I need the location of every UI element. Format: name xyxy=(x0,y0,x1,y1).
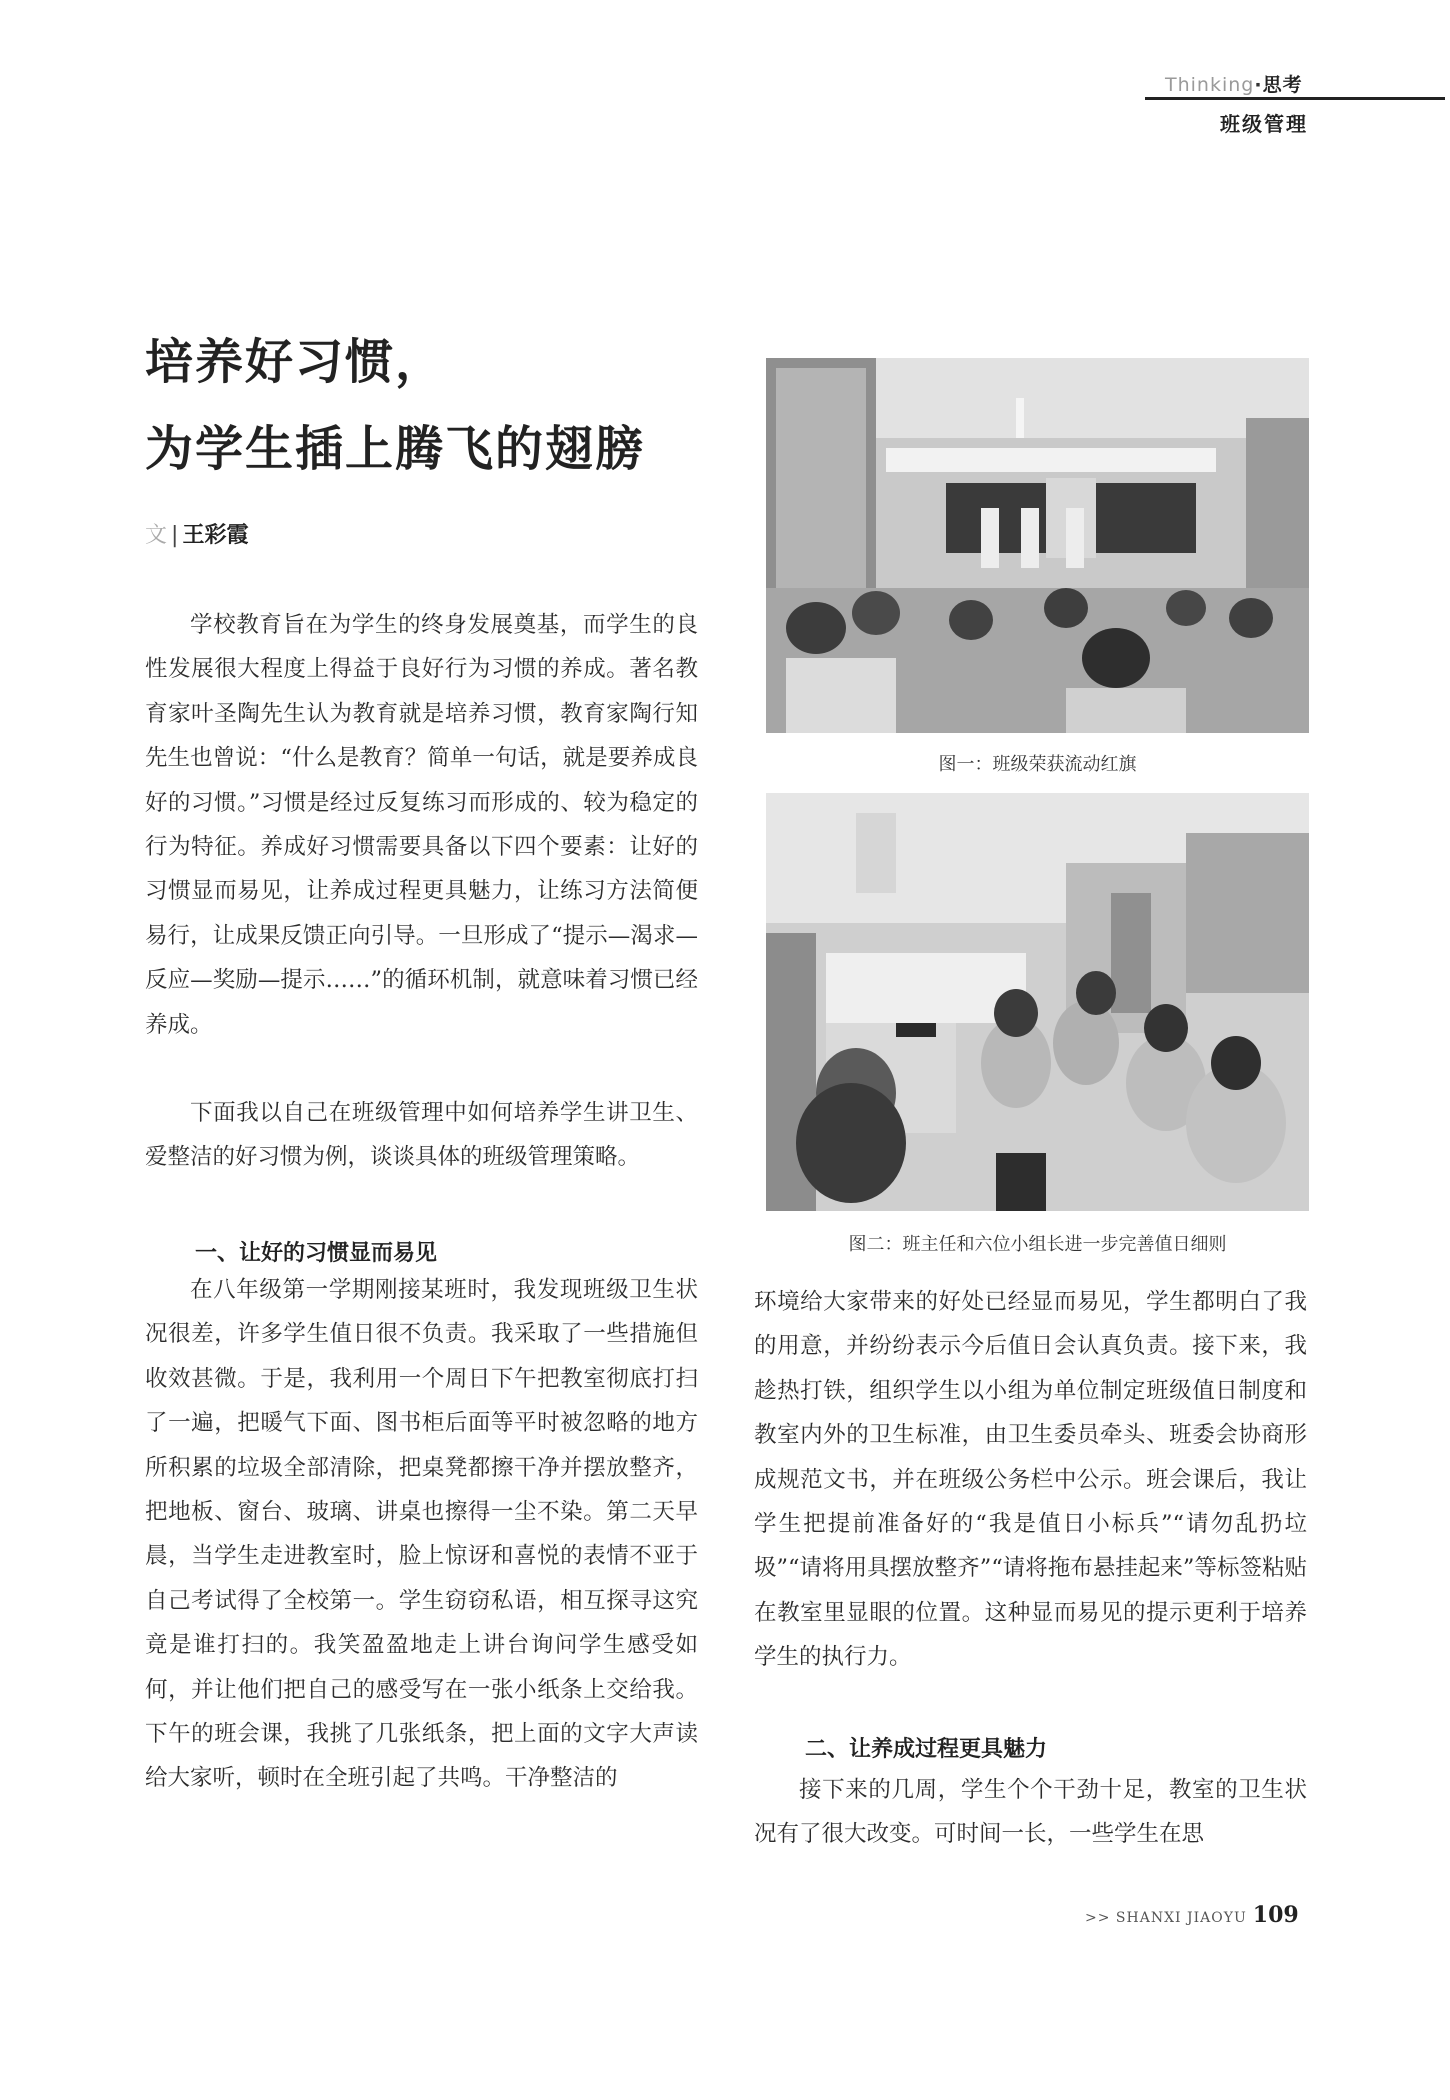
page-footer xyxy=(1085,1902,1299,1928)
paragraph-2: 下面我以自己在班级管理中如何培养学生讲卫生、爱整洁的好习惯为例，谈谈具体的班级管理策略。 xyxy=(145,1100,698,1171)
byline-prefix: 文 xyxy=(145,523,168,548)
paragraph-3: 在八年级第一学期刚接某班时，我发现班级卫生状况很差，许多学生值日很不负责。我采取了一些措施但收效甚微。于是，我利用一个周日下午把教室彻底打扫了一遍，把暖气下面、图书柜后面等平时被忽略的地方所积累的垃圾全部清除，把桌凳都擦干净并摆放整齐，把地板、窗台、玻璃、讲桌也擦得一尘不染。第二天早晨，当学生走进教室时，脸上惊讶和喜悦的表情不亚于自己考试得了全校第一。学生窃窃私语，相互探寻这究竟是谁打扫的。我笑盈盈地走上讲台询问学生感受如何，并让他们把自己的感受写在一张小纸条上交给我。下午的班会课，我挑了几张纸条，把上面的文字大声读给大家听，顿时在全班引起了共鸣。干净整洁的 xyxy=(145,1277,698,1792)
section-label-cn: 思考 xyxy=(1262,74,1303,96)
byline xyxy=(145,518,248,549)
section-label xyxy=(1165,70,1303,97)
publication-name: >> SHANXI JIAOYU xyxy=(1085,1910,1247,1926)
article-title-line-1: 培养好习惯， xyxy=(145,334,446,390)
page-number: 109 xyxy=(1252,1902,1299,1928)
byline-separator: | xyxy=(171,523,179,548)
figure-1-caption: 图一：班级荣获流动红旗 xyxy=(938,754,1137,775)
paragraph-4: 环境给大家带来的好处已经显而易见，学生都明白了我的用意，并纷纷表示今后值日会认真负责。接下来，我趁热打铁，组织学生以小组为单位制定班级值日制度和教室内外的卫生标准，由卫生委员牵头、班委会协商形成规范文书，并在班级公务栏中公示。班会课后，我让学生把提前准备好的“我是值日小标兵”“请勿乱扔垃圾”“请将用具摆放整齐”“请将拖布悬挂起来”等标签粘贴在教室里显眼的位置。这种显而易见的提示更利于培养学生的执行力。 xyxy=(754,1289,1307,1671)
subsection-label: 班级管理 xyxy=(1220,112,1308,136)
header-rule xyxy=(1145,97,1445,100)
article-title-line-2: 为学生插上腾飞的翅膀 xyxy=(145,421,646,477)
paragraph-5: 接下来的几周，学生个个干劲十足，教室的卫生状况有了很大改变。可时间一长，一些学生在思 xyxy=(754,1777,1307,1848)
photo-classroom-red-flag xyxy=(766,358,1309,733)
section-dot: · xyxy=(1254,74,1263,96)
paragraph-1: 学校教育旨在为学生的终身发展奠基，而学生的良性发展很大程度上得益于良好行为习惯的养成。著名教育家叶圣陶先生认为教育就是培养习惯，教育家陶行知先生也曾说：“什么是教育？简单一句话，就是要养成良好的习惯。”习惯是经过反复练习而形成的、较为稳定的行为特征。养成好习惯需要具备以下四个要素：让好的习惯显而易见，让养成过程更具魅力，让练习方法简便易行，让成果反馈正向引导。一旦形成了“提示—渴求—反应—奖励—提示……”的循环机制，就意味着习惯已经养成。 xyxy=(145,612,698,1038)
figure-2-caption: 图二：班主任和六位小组长进一步完善值日细则 xyxy=(848,1234,1227,1255)
author-name: 王彩霞 xyxy=(182,523,249,548)
section-heading-1: 一、让好的习惯显而易见 xyxy=(195,1241,438,1266)
section-label-en: Thinking xyxy=(1165,74,1255,96)
section-heading-2: 二、让养成过程更具魅力 xyxy=(805,1737,1048,1762)
photo-teacher-group-leaders xyxy=(766,793,1309,1211)
